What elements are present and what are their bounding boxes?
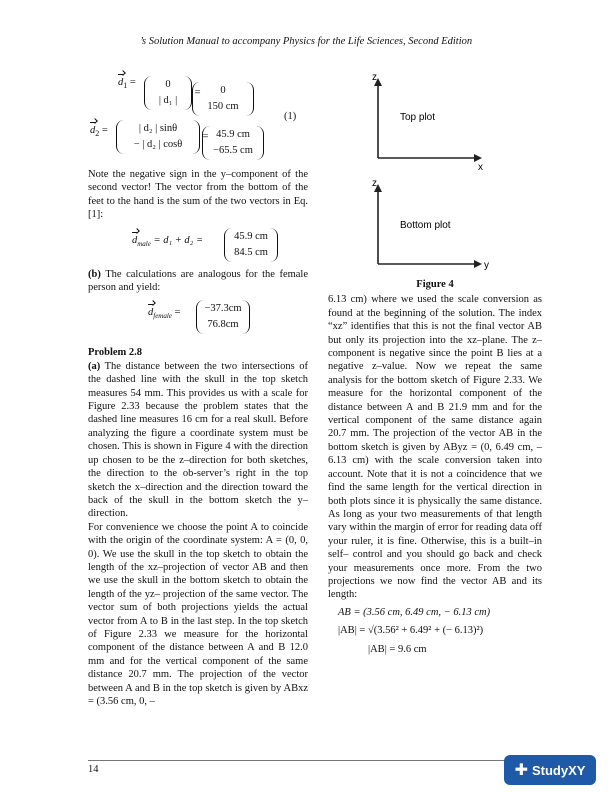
matrix-cell: 0 — [220, 85, 226, 96]
d-male-symbol: d — [132, 234, 138, 246]
bottom-z-label: z — [372, 178, 377, 189]
equation-ab-result: |AB| = 9.6 cm — [368, 643, 427, 655]
footer-rule — [88, 760, 540, 761]
d-female-subscript: female — [153, 312, 172, 321]
d2-symbol: d — [90, 125, 96, 136]
matrix-cell: 84.5 cm — [234, 246, 268, 258]
matrix-cell: 76.8cm — [207, 319, 239, 331]
top-x-label: x — [478, 162, 483, 173]
top-plot-label: Top plot — [400, 112, 436, 123]
equation-1: $d_1$ = 0 | d₁ | = 0 150 cm $d_2$ = | d₂ | sinθ − | d₂ | cosθ = 45.9 cm −65.5 cm (1) — [88, 72, 308, 168]
matrix-cell: 150 cm — [207, 101, 239, 112]
d1-matrix-b — [192, 82, 254, 116]
equation-number: (1) — [284, 111, 297, 122]
matrix-cell: 45.9 cm — [234, 230, 268, 242]
matrix-cell: | d₂ | sinθ — [138, 123, 178, 134]
matrix-cell: | d₁ | — [158, 95, 178, 106]
paragraph-part-a — [88, 360, 308, 521]
bottom-y-arrow — [474, 260, 482, 268]
d1-symbol: d — [118, 77, 124, 88]
part-b-label: (b) — [88, 268, 101, 280]
part-a-label: (a) — [88, 360, 101, 372]
d1-subscript: 1 — [123, 81, 128, 91]
equation-female: $d_{female}$ = −37.3cm 76.8cm — [88, 294, 308, 340]
equation-ab: AB = (3.56 cm, 6.49 cm, − 6.13 cm) — [338, 606, 491, 618]
d-male-rhs: = d₁ + d₂ = — [153, 234, 204, 246]
paragraph-convenience: For convenience we choose the point A to coincide with the origin of the coordinate system: A = (0, 0, 0). We use the skull in the top sketch to obtain the length of the xz–projection of vector AB and then we use the skull in the bottom sketch to obtain the length of the yz– projection of the same vector. The vector sum of both projections yields the actual vector from A to B in the last step. In the top sketch of Figure 2.33 we measure for the horizontal component of the distance between A and B 12.0 mm and for the vertical component of the same distance 20.7 mm. The projection of the vector between A and B in the top sketch is given by ABxz = (3.56 cm, 0, – — [88, 521, 308, 707]
matrix-cell: −37.3cm — [204, 303, 242, 315]
paragraph-part-b — [88, 268, 308, 295]
paragraph-sum-note: Note the negative sign in the y–component of the second vector! The vector from the bottom of the feet to the hand is the sum of the two vectors in Eq. [1]: — [88, 169, 308, 221]
problem-title: Problem 2.8 — [88, 347, 143, 359]
plus-icon: ✚ — [514, 762, 528, 779]
d2-subscript: 2 — [95, 129, 100, 139]
paragraph-right: 6.13 cm) where we used the scale conversion as found at the beginning of the solution. The index “xz” identifies that this is not the final vector AB but only its projection into the xz–plane. The z–component is negative since the point B lies at a negative z–value. Now we repeat the same analysis for the bottom sketch of Figure 2.33. We measure for the horizontal component of the distance between A and B 21.9 mm and for the vertical component of the same distance again 20.7 mm. The projection of the vector AB in the bottom sketch is given by AByz = (0, 6.49 cm, – 6.13 cm) with the scale conversion taken into account. Note that it is not a coincidence that we find the same length for the vertical direction in both plots since it is physically the same distance. As long as your two measurements of that length vary within the margin of error for reading data off your ruler, it is fine. Otherwise, this is a built–in self– control and you should go back and check your measurements once more. From the two projections we now find the vector AB and its length: — [328, 294, 542, 601]
coordinate-diagram — [328, 72, 542, 272]
d2-matrix-a: | d₂ | sinθ − | d₂ | cosθ = — [116, 120, 209, 154]
left-column — [88, 72, 308, 708]
d1-matrix-a: 0 | d₁ | = — [144, 76, 201, 110]
figure-4 — [328, 72, 542, 272]
d-female-symbol: d — [148, 307, 154, 319]
d2-matrix-b — [202, 126, 264, 160]
matrix-cell: 45.9 cm — [216, 129, 250, 140]
part-b-text: The calculations are analogous for the female person and yield: — [88, 268, 309, 294]
bottom-y-label: y — [484, 260, 489, 271]
badge-text: StudyXY — [531, 762, 586, 778]
d-female-matrix — [196, 300, 250, 334]
d-male-subscript: male — [137, 239, 151, 248]
right-column — [328, 72, 542, 656]
page-number: 14 — [88, 764, 99, 775]
bottom-plot-label: Bottom plot — [400, 220, 451, 231]
top-x-arrow — [474, 154, 482, 162]
matrix-cell: 0 — [165, 79, 171, 90]
running-header: ’s Solution Manual to accompany Physics for the Life Sciences, Second Edition — [139, 36, 473, 47]
d-male-matrix — [224, 228, 278, 262]
matrix-cell: −65.5 cm — [213, 145, 253, 156]
top-z-label: z — [372, 72, 377, 83]
equation-ab-magnitude: |AB| = √(3.56² + 6.49² + (− 6.13)²) — [338, 625, 484, 637]
equation-male — [88, 222, 308, 268]
part-a-text: The distance between the two intersections of the dashed line with the skull in the top sketch measures 54 mm. This provides us with a scale for Figure 2.33 because the problem states that the dashed line measures 16 cm for a real skull. Before analyzing the figure a coordinate system must be chosen. This is shown in Figure 4 with the direction up chosen to be the z–direction for both sketches, the direction to the ob-server’s right in the top sketch the x–direction and the direction toward the back of the skull in the bottom sketch the y–direction. — [88, 360, 308, 520]
matrix-cell: − | d₂ | cosθ — [133, 139, 183, 150]
figure-caption: Figure 4 — [416, 279, 454, 290]
studyxy-badge[interactable] — [504, 755, 596, 785]
